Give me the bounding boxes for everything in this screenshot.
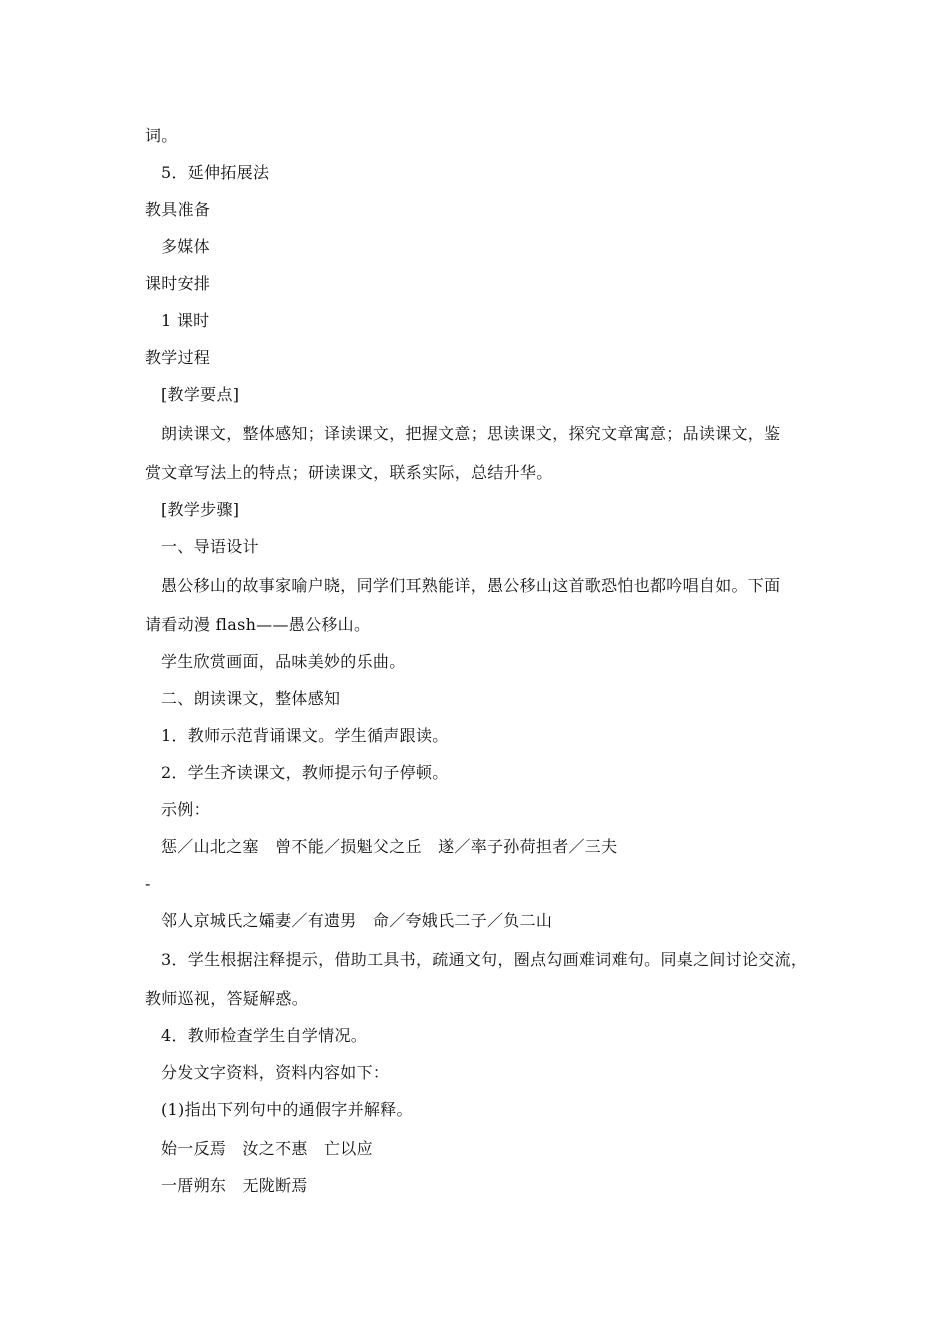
section-heading-teaching-aids: 教具准备: [145, 200, 211, 219]
subheading-steps: [教学步骤]: [161, 500, 240, 519]
exercise-line: 始一反焉 汝之不惠 亡以应: [161, 1139, 373, 1158]
text-line: -: [145, 874, 151, 893]
text-line: 词。: [145, 126, 178, 145]
text-line: 示例：: [161, 800, 210, 819]
list-item: 4．教师检查学生自学情况。: [161, 1026, 368, 1045]
step-heading-reading: 二、朗读课文，整体感知: [161, 689, 341, 708]
paragraph-line: 教师巡视，答疑解惑。: [145, 989, 309, 1008]
paragraph-line: 愚公移山的故事家喻户晓，同学们耳熟能详，愚公移山这首歌恐怕也都吟唱自如。下面: [161, 576, 781, 595]
step-heading-intro: 一、导语设计: [161, 537, 259, 556]
paragraph-line: 赏文章写法上的特点；研读课文，联系实际，总结升华。: [145, 463, 553, 482]
text-line: 多媒体: [161, 237, 210, 256]
list-item-method-5: 5．延伸拓展法: [161, 163, 270, 182]
list-item: 2．学生齐读课文，教师提示句子停顿。: [161, 763, 449, 782]
example-line: 惩／山北之塞 曾不能／损魁父之丘 遂／率子孙荷担者／三夫: [161, 837, 618, 856]
paragraph-line: 请看动漫 flash——愚公移山。: [145, 615, 371, 634]
section-heading-process: 教学过程: [145, 348, 211, 367]
exercise-prompt: (1)指出下列句中的通假字并解释。: [161, 1100, 413, 1119]
list-item: 1．教师示范背诵课文。学生循声跟读。: [161, 726, 449, 745]
text-line: 分发文字资料，资料内容如下：: [161, 1063, 390, 1082]
paragraph-line: 朗读课文，整体感知；译读课文，把握文意；思读课文，探究文章寓意；品读课文，鉴: [161, 424, 781, 443]
paragraph-line: 学生欣赏画面，品味美妙的乐曲。: [161, 652, 406, 671]
text-line: 1 课时: [161, 311, 210, 330]
section-heading-schedule: 课时安排: [145, 274, 211, 293]
example-line: 邻人京城氏之孀妻／有遗男 命／夸娥氏二子／负二山: [161, 911, 553, 930]
exercise-line: 一厝朔东 无陇断焉: [161, 1176, 308, 1195]
subheading-key-points: [教学要点]: [161, 385, 240, 404]
list-item: 3．学生根据注释提示，借助工具书，疏通文句，圈点勾画难词难句。同桌之间讨论交流，: [161, 950, 808, 969]
